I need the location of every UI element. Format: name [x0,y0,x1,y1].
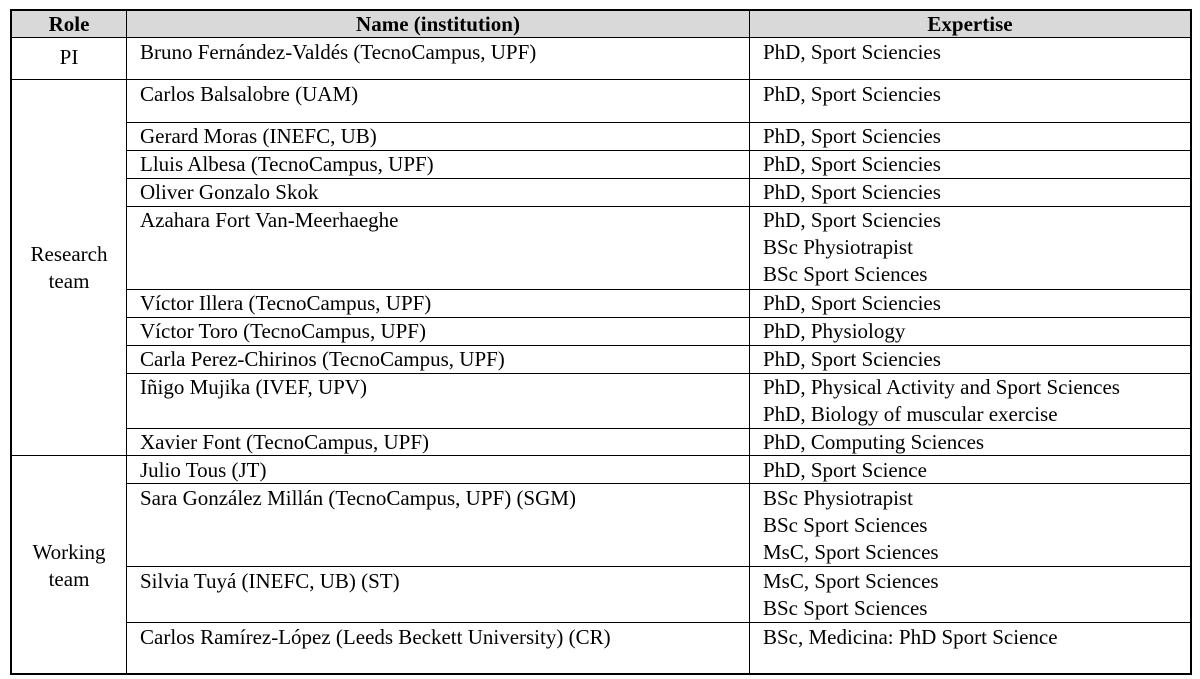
member-name: Iñigo Mujika (IVEF, UPV) [140,375,367,399]
header-name: Name (institution) [356,12,520,36]
header-role: Role [48,12,90,36]
member-name: Xavier Font (TecnoCampus, UPF) [140,430,429,454]
member-expertise: PhD, Sport Science [763,458,927,482]
member-expertise: BSc Physiotrapist BSc Sport Sciences MsC, Sport Sciences [763,486,939,564]
row-divider [126,566,1190,567]
member-name: Víctor Toro (TecnoCampus, UPF) [140,319,426,343]
header-expertise: Expertise [927,12,1013,36]
team-table [10,9,1192,675]
member-expertise: BSc, Medicina: PhD Sport Science [763,625,1058,649]
member-expertise: PhD, Sport Sciencies [763,291,941,315]
row-divider [126,483,1190,484]
member-expertise: MsC, Sport Sciences BSc Sport Sciences [763,569,939,620]
member-expertise: PhD, Sport Sciencies [763,124,941,148]
role-pi: PI [59,45,79,69]
member-expertise: PhD, Computing Sciences [763,430,985,454]
role-working-team: Working team [32,540,106,591]
member-name: Silvia Tuyá (INEFC, UB) (ST) [140,569,400,593]
member-name: Carlos Balsalobre (UAM) [140,82,359,106]
role-research-team: Research team [30,242,108,293]
member-name: Carlos Ramírez-López (Leeds Beckett University) (CR) [140,625,611,649]
member-name: Gerard Moras (INEFC, UB) [140,124,377,148]
member-name: Julio Tous (JT) [140,458,267,482]
member-name: Víctor Illera (TecnoCampus, UPF) [140,291,432,315]
table-header [12,11,1190,38]
member-expertise: PhD, Physiology [763,319,906,343]
column-divider [126,11,127,673]
member-expertise: PhD, Sport Sciencies [763,347,941,371]
group-divider [12,79,1190,80]
member-name: Oliver Gonzalo Skok [140,180,319,204]
member-name: Lluis Albesa (TecnoCampus, UPF) [140,152,434,176]
member-expertise: PhD, Sport Sciencies [763,82,941,106]
member-expertise: PhD, Sport Sciencies BSc Physiotrapist BSc Sport Sciences [763,208,941,286]
column-divider [749,11,750,673]
member-name: Carla Perez-Chirinos (TecnoCampus, UPF) [140,347,505,371]
member-name: Sara González Millán (TecnoCampus, UPF) (SGM) [140,486,576,510]
member-expertise: PhD, Sport Sciencies [763,180,941,204]
member-expertise: PhD, Sport Sciencies [763,40,941,64]
row-divider [126,622,1190,623]
member-expertise: PhD, Sport Sciencies [763,152,941,176]
member-expertise: PhD, Physical Activity and Sport Sciences PhD, Biology of muscular exercise [763,375,1120,426]
member-name: Azahara Fort Van-Meerhaeghe [140,208,399,232]
member-name: Bruno Fernández-Valdés (TecnoCampus, UPF) [140,40,537,64]
